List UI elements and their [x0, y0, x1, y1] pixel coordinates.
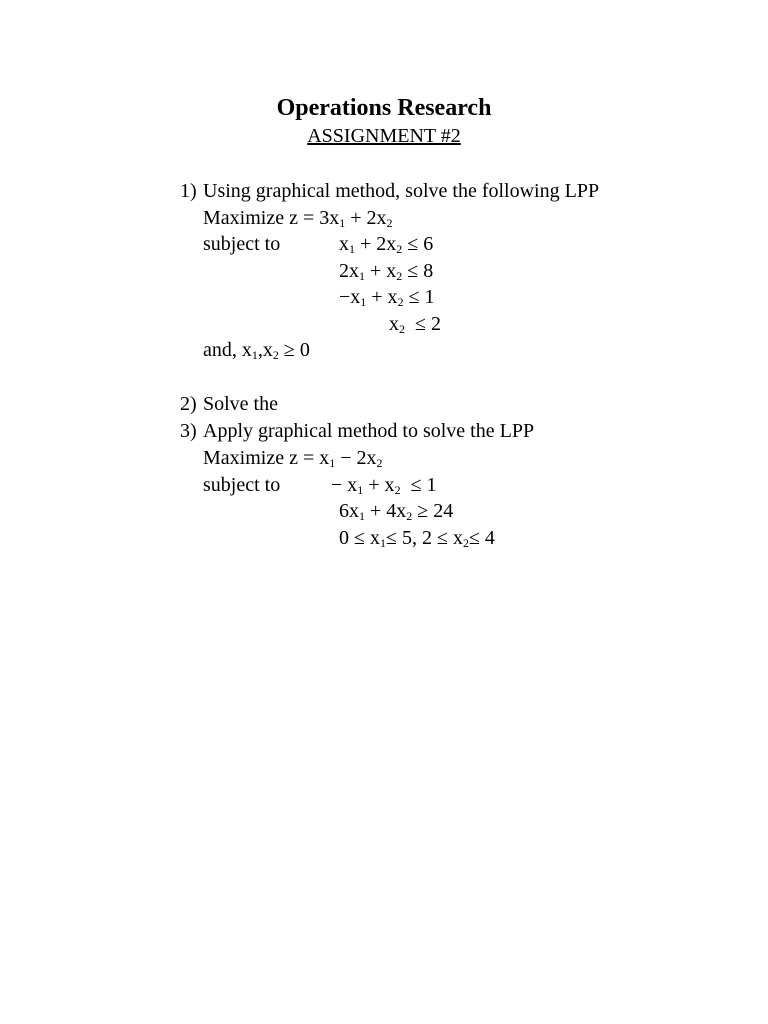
assignment-heading: ASSIGNMENT #2 — [307, 125, 461, 147]
q1-subject-to: subject to — [203, 233, 281, 255]
q2-text: Solve the — [203, 393, 278, 415]
q3-bounds: $0 \le x_1\le 5$, $2 \le x_2\le 4$ — [339, 527, 495, 550]
q3-constraint-2: $6x_1 + 4x_2 \ge 24$ — [339, 500, 454, 523]
q1-number: 1) — [180, 180, 197, 202]
q1-constraint-2: $2x_1 + x_2 \le 8$ — [339, 260, 434, 283]
q1-objective: Maximize $z = 3x_1 + 2x_2$ — [203, 207, 393, 230]
q3-subject-to: subject to — [203, 474, 281, 496]
document-title: Operations Research — [276, 95, 492, 121]
q2-number: 2) — [180, 393, 197, 415]
q3-number: 3) — [180, 420, 197, 442]
q3-objective: Maximize $z = x_1 - 2x_2$ — [203, 447, 383, 470]
q1-nonnegativity: and, $x_1,x_2 \ge 0$ — [203, 339, 310, 362]
q1-constraint-1: $x_1 + 2x_2 \le 6$ — [339, 233, 434, 256]
q1-constraint-4: $x_2 \le 2$ — [389, 313, 441, 336]
q1-constraint-3: $-x_1 + x_2 \le 1$ — [339, 286, 435, 309]
q3-intro: Apply graphical method to solve the LPP — [203, 420, 535, 442]
q3-constraint-1: − $x_1 + x_2 \le 1$ — [331, 474, 437, 497]
q1-intro: Using graphical method, solve the following LPP — [203, 180, 600, 202]
